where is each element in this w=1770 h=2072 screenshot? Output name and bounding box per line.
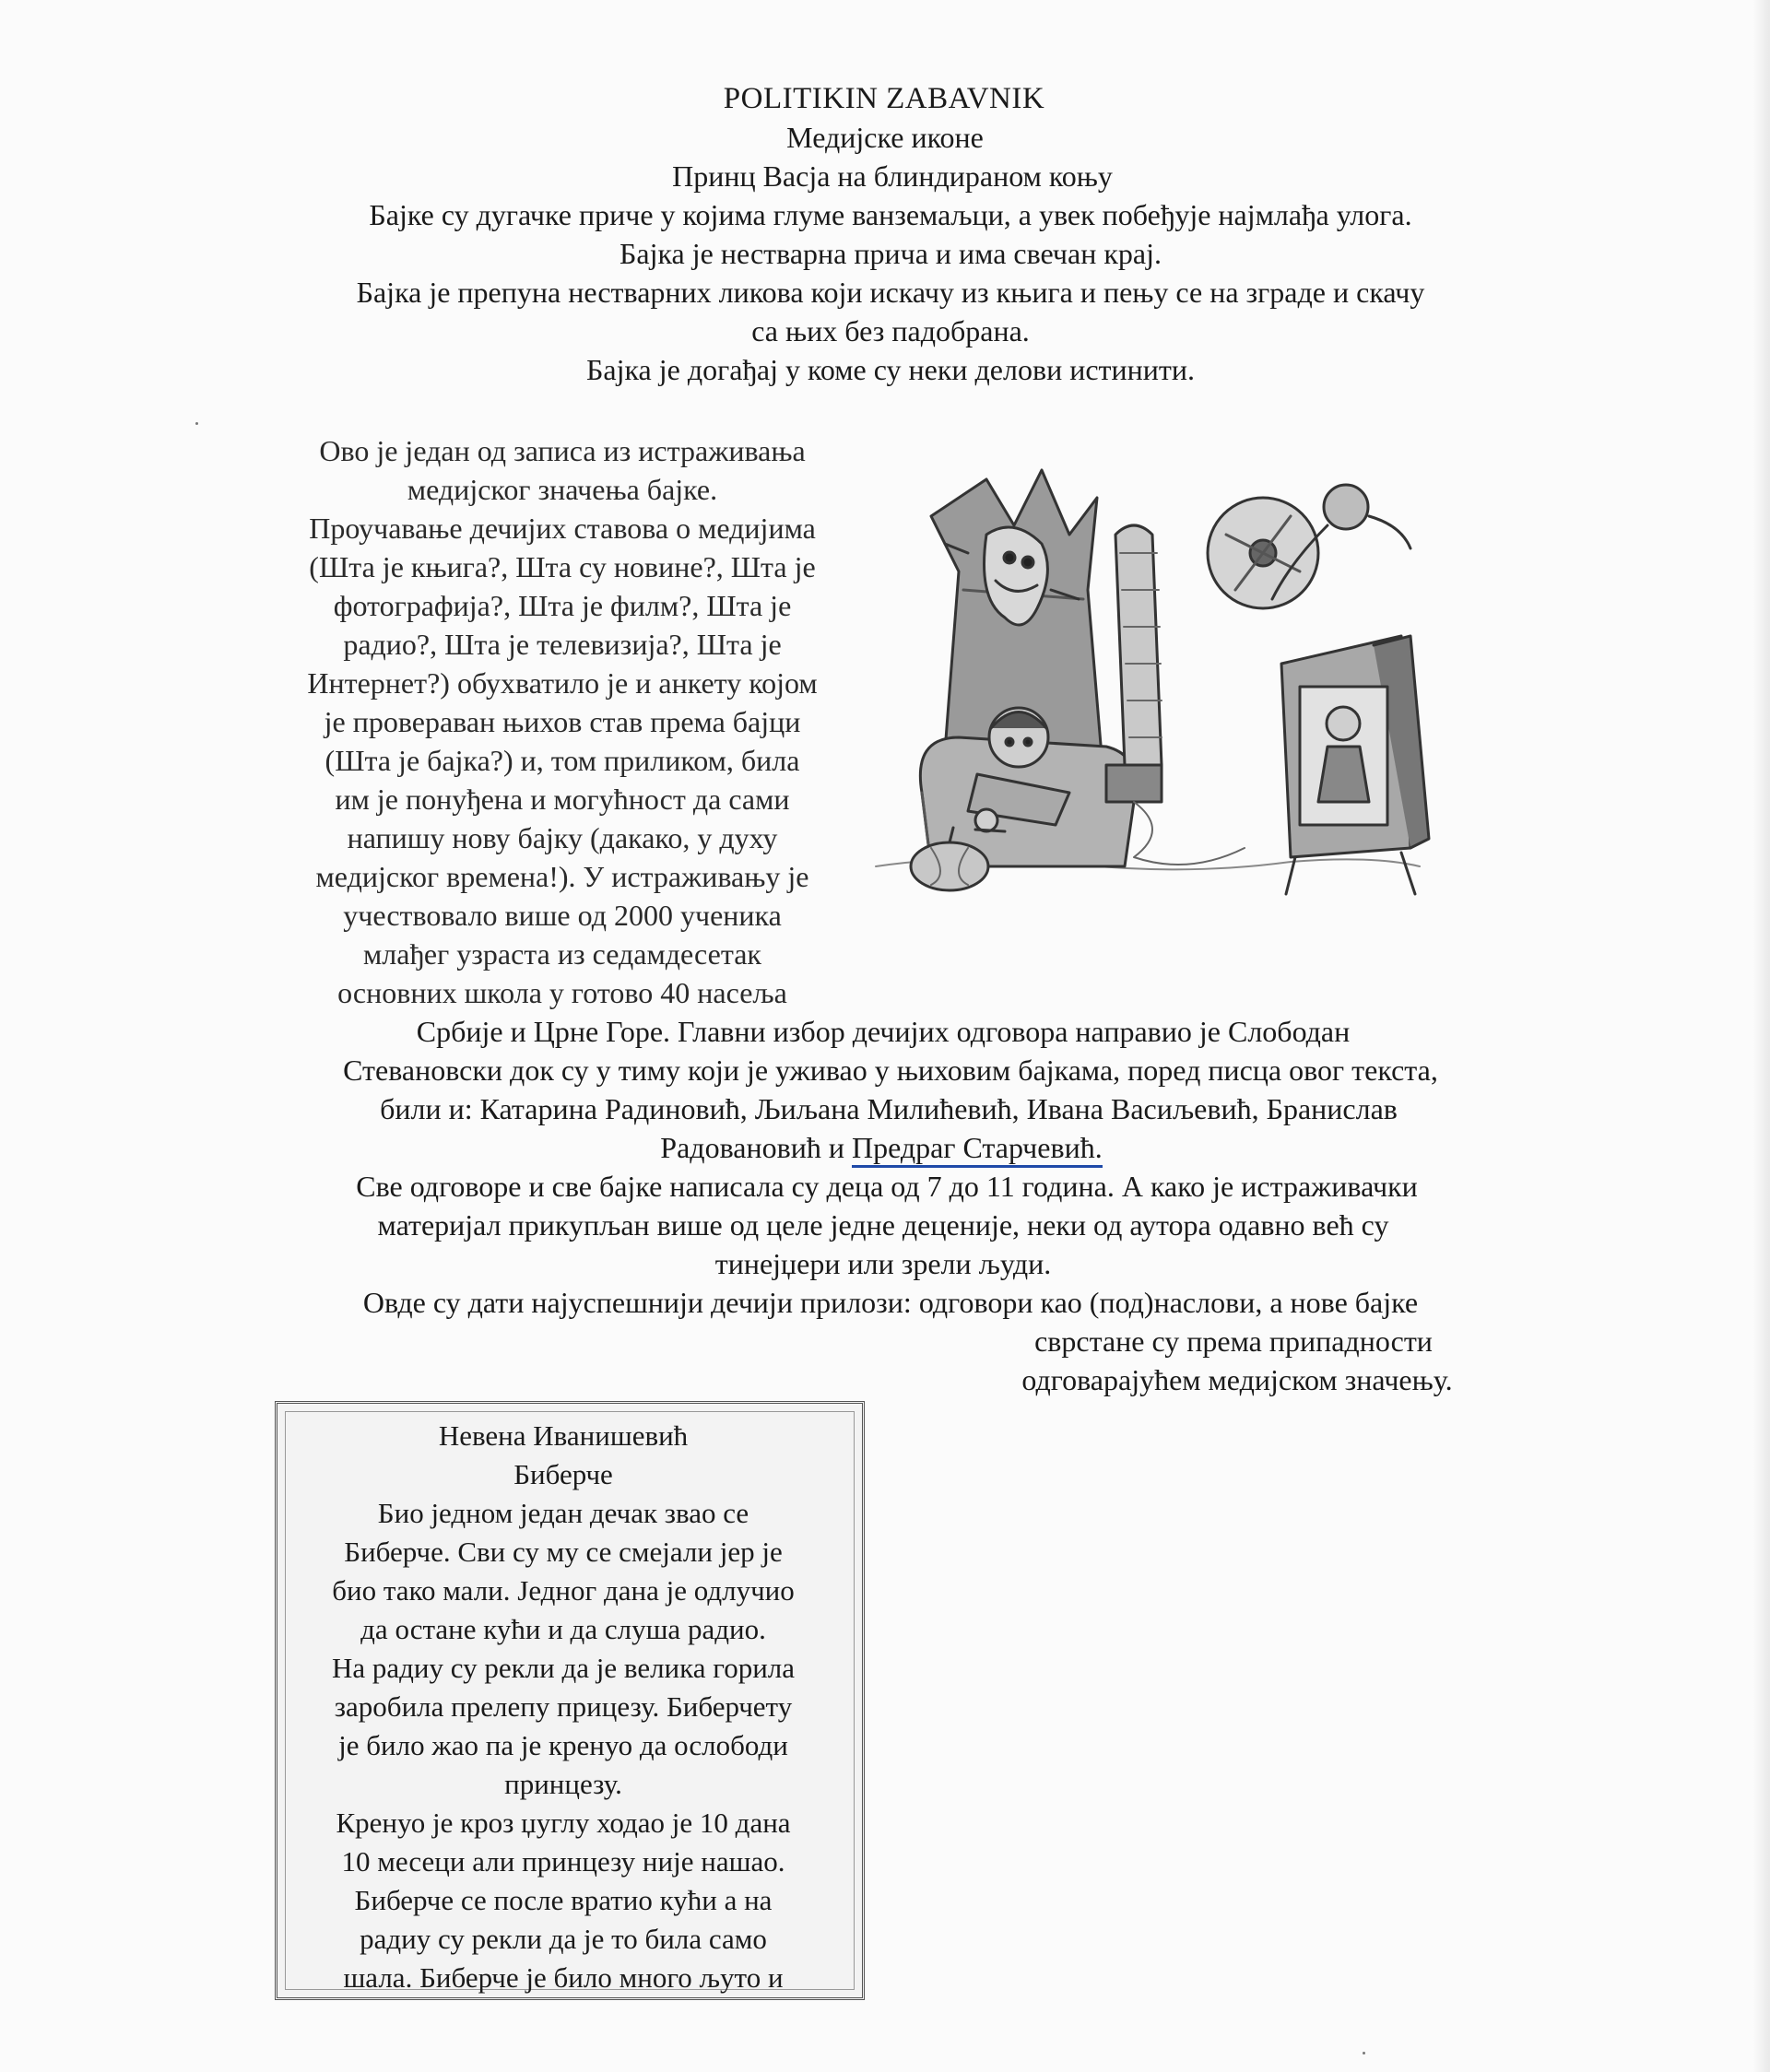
intro-line: Стевановски док су у тиму који је уживао у њиховим бајкама, поред писца овог текста, [343, 1054, 1438, 1087]
story-line: Биберче се после вратио кући а на [354, 1884, 773, 1916]
intro-line: медијског времена!). У истраживању је [315, 860, 809, 893]
intro-line: напишу нову бајку (дакако, у духу [347, 821, 778, 854]
story-line: је било жао па је кренуо да ослободи [338, 1729, 788, 1761]
story-line: заробила прелепу прицезу. Биберчету [334, 1690, 793, 1723]
story-line: радиу су рекли да је то била само [360, 1923, 767, 1955]
story-title: Биберче [513, 1458, 613, 1490]
closing-line: Овде су дати најуспешнији дечији прилози: одговори као (под)наслови, а нове бајке [362, 1286, 1419, 1319]
page-title: POLITIKIN ZABAVNIK [723, 82, 1045, 115]
story-box [275, 1401, 865, 2000]
intro-line: били и: Катарина Радиновић, Љиљана Милићевић, Ивана Васиљевић, Бранислав [380, 1092, 1398, 1125]
intro-line: Ово је један од записа из истраживања [319, 434, 806, 467]
story-line: Биберче. Сви су му се смејали јер је [344, 1536, 783, 1568]
intro-line: Интернет?) обухватило је и анкету којом [307, 666, 818, 700]
article-headline: Принц Васја на блиндираном коњу [672, 159, 1113, 193]
intro-line: млађег узраста из седамдесетак [363, 937, 761, 971]
story-line: На радиу су рекли да је велика горила [331, 1652, 796, 1684]
intro-line: медијског значења бајке. [407, 473, 718, 506]
intro-line: Србије и Црне Горе. Главни избор дечијих одговора направио је Слободан [416, 1015, 1351, 1048]
quote-line: са њих без падобрана. [751, 314, 1030, 347]
underlined-author-name: Предраг Старчевић. [852, 1131, 1103, 1168]
closing-line: Све одговоре и све бајке написала су деца од 7 до 11 година. А како је истраживачки [356, 1170, 1418, 1203]
quote-line: Бајка је нестварна прича и има свечан крај. [620, 237, 1162, 270]
scan-speck [195, 422, 198, 425]
quote-line: Бајка је препуна нестварних ликова који искачу из књига и пењу се на зграде и скачу [356, 276, 1425, 309]
closing-line: тинејџери или зрели људи. [714, 1247, 1052, 1280]
closing-line: одговарајућем медијском значењу. [1021, 1363, 1453, 1396]
credits-line [0, 1128, 1766, 1167]
cartoon-armchair-tv-illustration [857, 461, 1447, 912]
closing-line: материјал прикупљан више од целе једне деценије, неки од аутора одавно већ су [377, 1208, 1389, 1242]
credits-prefix: Радовановић и [660, 1131, 852, 1164]
story-line: био тако мали. Једног дана је одлучио [332, 1574, 795, 1607]
quote-line: Бајка је догађај у коме су неки делови истинити. [585, 353, 1195, 386]
intro-line: основних школа у готово 40 насеља [337, 976, 787, 1009]
story-line: Био једном један дечак звао се [377, 1497, 749, 1529]
story-line: шала. Биберче је било много љуто и [343, 1961, 784, 1994]
story-line: принцезу. [504, 1768, 622, 1800]
intro-line: им је понуђена и могућност да сами [335, 783, 790, 816]
intro-line: (Шта је књига?, Шта су новине?, Шта је [309, 550, 816, 583]
intro-line: радио?, Шта је телевизија?, Шта је [343, 628, 782, 661]
intro-line: фотографија?, Шта је филм?, Шта је [333, 589, 792, 622]
intro-line: је проверaван њихов став према бајци [324, 705, 801, 738]
quote-line: Бајке су дугачке приче у којима глуме ванземаљци, а увек побеђује најмлађа улога. [369, 198, 1412, 231]
story-author: Невена Иванишевић [438, 1419, 689, 1452]
story-line: да остане кући и да слуша радио. [360, 1613, 766, 1645]
section-subtitle: Медијске иконе [786, 121, 984, 154]
intro-line: учествовало више од 2000 ученика [343, 899, 782, 932]
closing-line: сврстане су према припадности [1034, 1324, 1433, 1358]
story-line: Кренуо је кроз џуглу ходао је 10 дана [336, 1807, 791, 1839]
intro-line: (Шта је бајка?) и, том приликом, била [324, 744, 800, 777]
story-line: 10 месеци али принцезу није нашао. [341, 1845, 785, 1878]
scan-speck [1363, 2052, 1365, 2054]
intro-line: Проучавање дечијих ставова о медијима [309, 512, 816, 545]
